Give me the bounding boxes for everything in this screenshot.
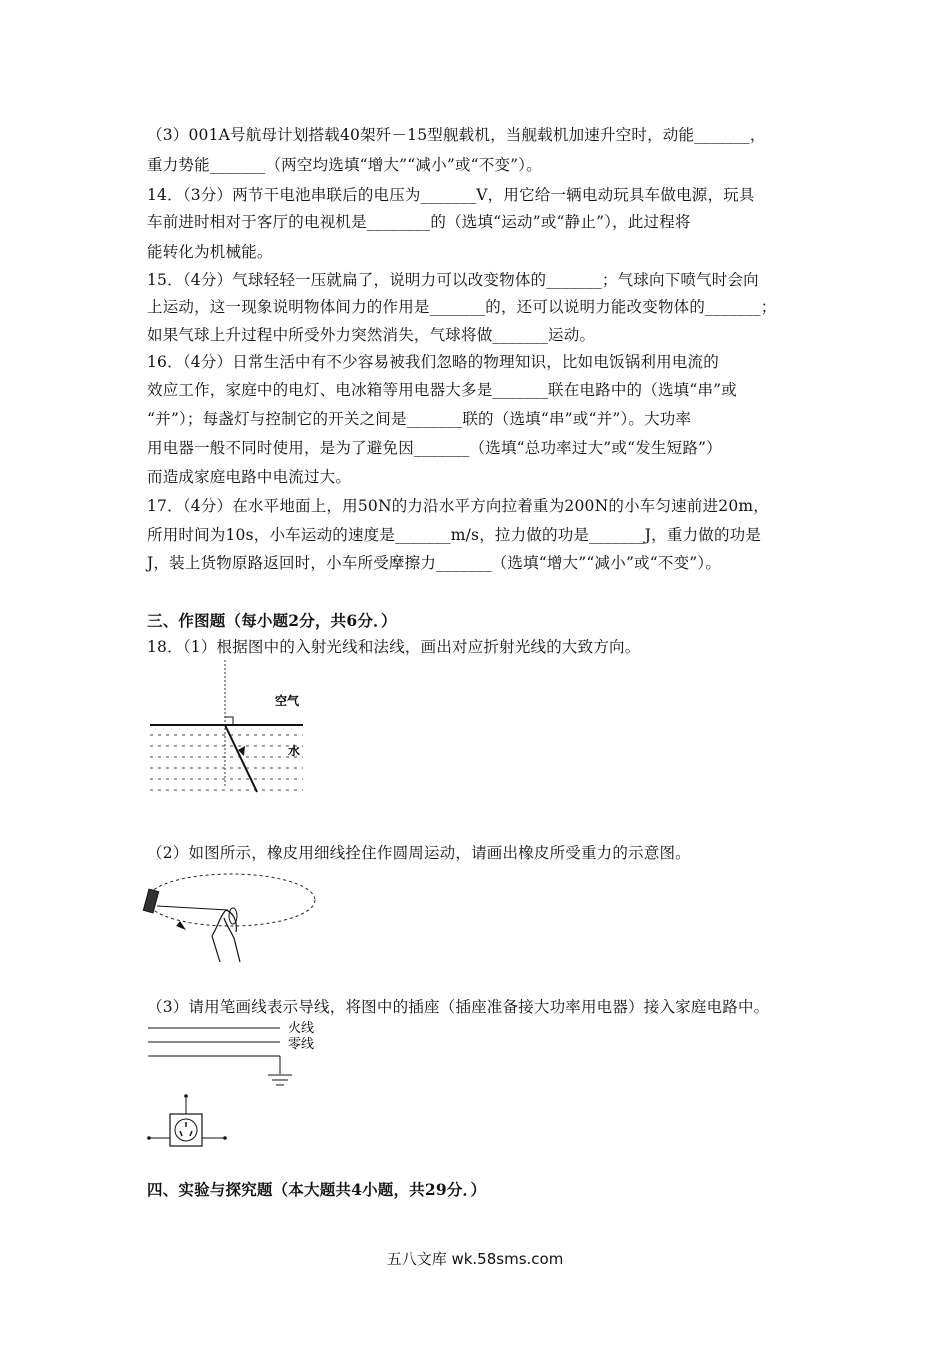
hand-drawing	[212, 910, 240, 962]
text-line-q17a: 17．（4分）在水平地面上，用50N的力沿水平方向拉着重为200N的小车匀速前进20m，	[147, 497, 769, 515]
socket-right-terminal	[223, 1136, 227, 1140]
household-circuit-figure	[140, 1018, 340, 1156]
text-line-q13-3b: 重力势能_______（两空均选填“增大”“减小”或“不变”）。	[147, 156, 542, 174]
question-18-1: 18．（1）根据图中的入射光线和法线，画出对应折射光线的大致方向。	[147, 638, 641, 656]
text-line-q14a: 14．（3分）两节干电池串联后的电压为_______V，用它给一辆电动玩具车做电源，玩具	[147, 186, 755, 204]
text-line-q16e: 而造成家庭电路中电流过大。	[147, 468, 352, 486]
question-18-2: （2）如图所示，橡皮用细线拴住作圆周运动，请画出橡皮所受重力的示意图。	[147, 844, 691, 862]
string-line	[157, 906, 228, 910]
motion-arrow	[176, 921, 186, 930]
neutral-wire-label: 零线	[288, 1037, 315, 1052]
page-footer: 五八文库 wk.58sms.com	[386, 1250, 564, 1268]
text-line-q16a: 16．（4分）日常生活中有不少容易被我们忽略的物理知识，比如电饭锅利用电流的	[147, 353, 719, 371]
eraser-block	[143, 889, 158, 913]
text-line-q15b: 上运动，这一现象说明物体间力的作用是_______的，还可以说明力能改变物体的_______；	[147, 298, 777, 316]
live-wire-label: 火线	[288, 1021, 315, 1036]
water-label: 水	[288, 744, 301, 758]
socket-right-pin	[190, 1131, 192, 1136]
socket-left-terminal	[147, 1136, 151, 1140]
text-line-q16c: “并”）；每盏灯与控制它的开关之间是_______联的（选填“串”或“并”）。大功率	[147, 410, 692, 428]
circular-path	[147, 874, 315, 926]
text-line-q16b: 效应工作，家庭中的电灯、电冰箱等用电器大多是_______联在电路中的（选填“串”或	[147, 381, 738, 399]
socket-left-pin	[180, 1131, 182, 1136]
text-line-q15a: 15．（4分）气球轻轻一压就扁了，说明力可以改变物体的_______；气球向下喷气时会向	[147, 271, 759, 289]
question-18-3: （3）请用笔画线表示导线，将图中的插座（插座准备接大功率用电器）接入家庭电路中。	[147, 998, 770, 1016]
water-dashes	[150, 735, 303, 790]
text-line-q13-3a: （3）001A号航母计划搭载40架歼－15型舰载机，当舰载机加速升空时，动能_______，	[147, 126, 766, 144]
text-line-q15c: 如果气球上升过程中所受外力突然消失，气球将做_______运动。	[147, 326, 596, 344]
text-line-q17b: 所用时间为10s，小车运动的速度是_______m/s，拉力做的功是_______J，重力做的功是	[147, 526, 762, 544]
section-3-heading: 三、作图题（每小题2分，共6分．）	[147, 611, 397, 630]
text-line-q17c: J，装上货物原路返回时，小车所受摩擦力_______（选填“增大”“减小”或“不变”）。	[147, 554, 722, 572]
text-line-q16d: 用电器一般不同时使用，是为了避免因_______（选填“总功率过大”或“发生短路”）	[147, 439, 722, 457]
section-4-heading: 四、实验与探究题（本大题共4小题，共29分．）	[147, 1180, 487, 1199]
right-angle-mark	[225, 717, 233, 725]
eraser-circle-figure	[140, 868, 320, 968]
socket-top-terminal	[184, 1094, 188, 1098]
refraction-figure	[145, 660, 315, 800]
text-line-q14c: 能转化为机械能。	[147, 243, 273, 261]
air-label: 空气	[275, 694, 300, 708]
text-line-q14b: 车前进时相对于客厅的电视机是________的（选填“运动”或“静止”），此过程将	[147, 213, 691, 231]
